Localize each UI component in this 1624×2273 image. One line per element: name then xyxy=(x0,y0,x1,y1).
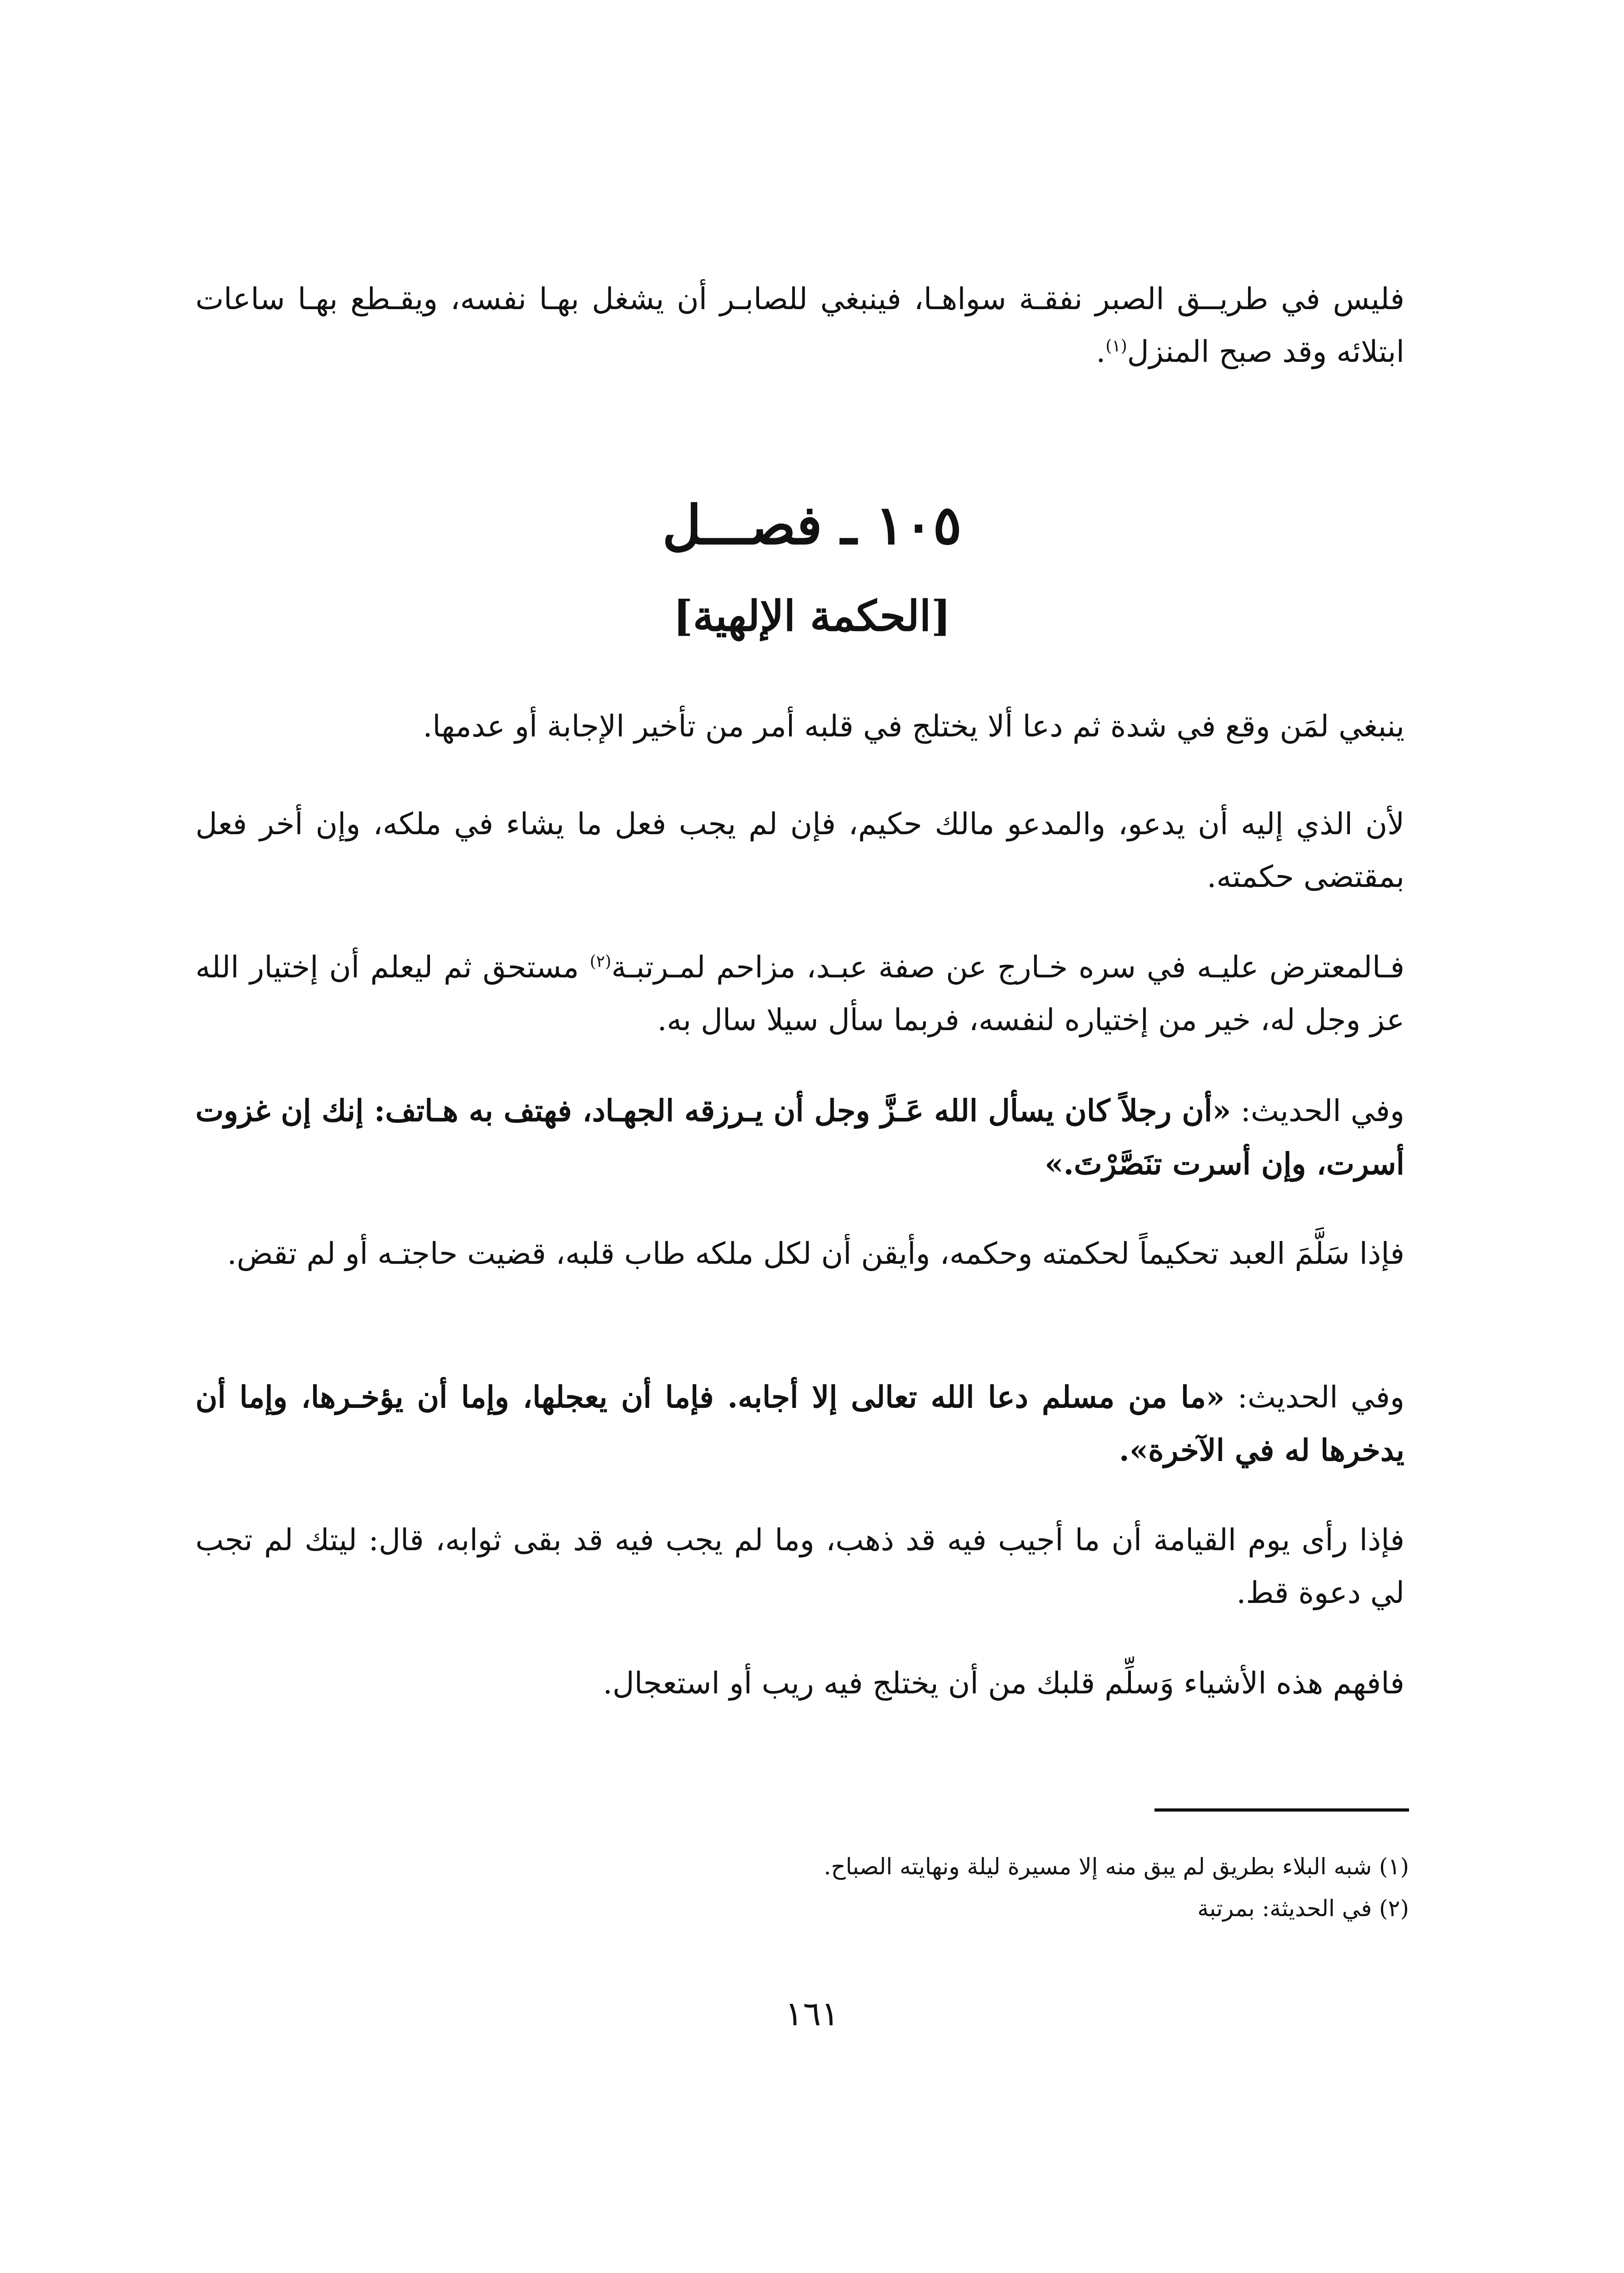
hadith-intro: وفي الحديث: xyxy=(1224,1380,1404,1415)
footnote-marker: (١) xyxy=(1105,337,1127,355)
paragraph xyxy=(195,798,1404,903)
hadith-quote: «ما من مسلم دعا الله تعالى إلا أجابه. فإما أن يعجلها، وإما أن يؤخـرها، وإما أن يدخرها له في الآخرة». xyxy=(195,1379,1404,1468)
paragraph-text: فإذا سَلَّمَ العبد تحكيماً لحكمته وحكمه، وأيقن أن لكل ملكه طاب قلبه، قضيت حاجتـه أو لم تقض. xyxy=(227,1236,1404,1271)
paragraph xyxy=(195,1514,1404,1619)
paragraph-text: فـالمعترض عليـه في سره خـارج عن صفة عبـد، مزاحم لمـرتبـة xyxy=(611,950,1404,985)
paragraph-end: . xyxy=(1096,334,1106,369)
paragraph-text: ينبغي لمَن وقع في شدة ثم دعا ألا يختلج في قلبه أمر من تأخير الإجابة أو عدمها. xyxy=(423,709,1404,744)
footnote-1: (١) شبه البلاء بطريق لم يبق منه إلا مسيرة ليلة ونهايته الصباح. xyxy=(824,1853,1409,1880)
footnote-2: (٢) في الحديثة: بمرتبة xyxy=(1197,1895,1409,1922)
paragraph-text: فإذا رأى يوم القيامة أن ما أجيب فيه قد ذهب، وما لم يجب فيه قد بقى ثوابه، قال: ليتك لم تجب لي دعوة قط. xyxy=(195,1522,1404,1610)
hadith-intro: وفي الحديث: xyxy=(1231,1093,1404,1128)
paragraph-text: فافهم هذه الأشياء وَسلِّم قلبك من أن يختلج فيه ريب أو استعجال. xyxy=(603,1666,1404,1701)
paragraph-text: فليس في طريــق الصبر نفقـة سواهـا، فينبغي للصابـر أن يشغل بهـا نفسه، ويقـطع بهـا ساعات ابتلائه وقد صبح المنزل xyxy=(195,281,1404,369)
paragraph xyxy=(195,1657,1404,1710)
paragraph xyxy=(195,1227,1404,1280)
paragraph-text: لأن الذي إليه أن يدعو، والمدعو مالك حكيم، فإن لم يجب فعل ما يشاء في ملكه، وإن أخر فعل بمقتضى حكمته. xyxy=(195,806,1404,894)
hadith-quote: «أن رجلاً كان يسأل الله عَـزَّ وجل أن يـرزقه الجهـاد، فهتف به هـاتف: إنك إن غزوت أسرت، وإن أسرت تنَصَّرْتَ.» xyxy=(195,1093,1404,1182)
page-number: ١٦١ xyxy=(785,1994,839,2033)
paragraph-text-continued: مستحق ثم ليعلم أن إختيار الله عز وجل له، خير من إختياره لنفسه، فربما سأل سيلا سال به. xyxy=(195,950,1404,1037)
section-title-heading: [الحكمة الإلهية] xyxy=(673,591,951,641)
footnote-separator xyxy=(1154,1808,1409,1812)
footnotes xyxy=(195,1846,1409,1929)
footnote-marker: (٢) xyxy=(590,952,611,971)
paragraph-hadith xyxy=(195,1084,1404,1191)
paragraph-hadith xyxy=(195,1371,1404,1477)
paragraph xyxy=(195,700,1404,753)
section-number-heading: ١٠٥ ـ فصـــل xyxy=(662,493,962,556)
paragraph xyxy=(195,941,1404,1046)
paragraph-continuation xyxy=(195,273,1404,378)
